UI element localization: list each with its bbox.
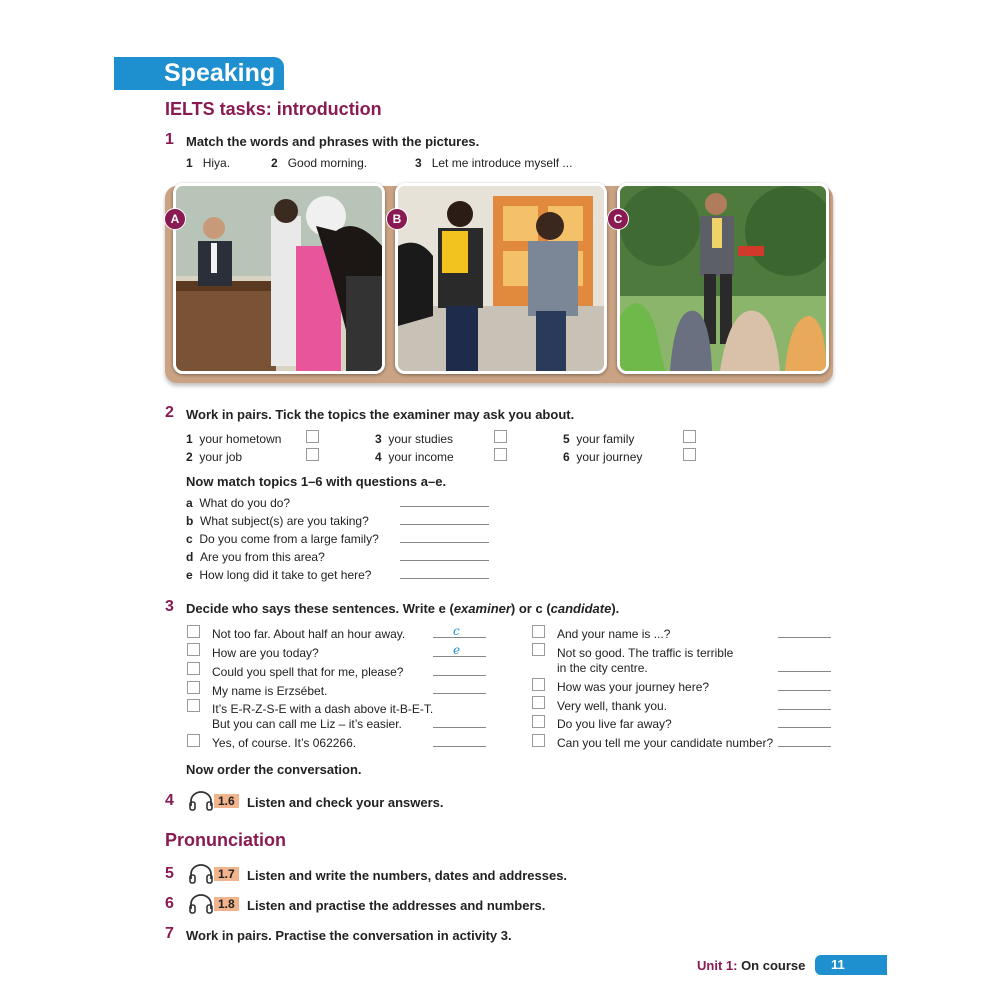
sentence-checkbox[interactable] <box>187 734 200 747</box>
sentence-checkbox[interactable] <box>187 625 200 638</box>
picture-label-c: C <box>607 208 629 230</box>
phrase-text: Good morning. <box>287 156 368 170</box>
answer-line[interactable] <box>778 690 831 691</box>
answer-line[interactable] <box>433 727 486 728</box>
picture-label-a: A <box>164 208 186 230</box>
topic-number: 4 <box>375 450 382 464</box>
match-instruction: Now match topics 1–6 with questions a–e. <box>186 474 447 489</box>
question-text: How long did it take to get here? <box>199 568 372 582</box>
activity-number: 2 <box>165 404 174 421</box>
answer-line[interactable] <box>400 578 489 579</box>
question-letter: b <box>186 514 194 528</box>
sentence-text: Do you live far away? <box>557 717 672 731</box>
sentence-text-line2: But you can call me Liz – it’s easier. <box>212 717 402 731</box>
handwritten-answer: c <box>453 624 460 638</box>
activity-instruction: Work in pairs. Tick the topics the examiner may ask you about. <box>186 407 575 422</box>
question-letter: d <box>186 550 194 564</box>
section-title: Speaking <box>114 57 284 90</box>
sentence-checkbox[interactable] <box>187 662 200 675</box>
activity-instruction: Listen and check your answers. <box>247 795 444 810</box>
topic-checkbox[interactable] <box>306 430 319 443</box>
answer-line[interactable] <box>433 693 486 694</box>
topic-text: your hometown <box>199 432 282 446</box>
question-text: Are you from this area? <box>200 550 325 564</box>
topic-checkbox[interactable] <box>494 430 507 443</box>
handwritten-answer: e <box>453 643 461 657</box>
picture-label-b: B <box>386 208 408 230</box>
activity-instruction: Listen and practise the addresses and numbers. <box>247 898 546 913</box>
sentence-checkbox[interactable] <box>187 699 200 712</box>
photo-a <box>173 183 385 374</box>
activity-number: 4 <box>165 792 174 809</box>
topic-text: your income <box>388 450 454 464</box>
sentence-checkbox[interactable] <box>532 734 545 747</box>
activity-number: 6 <box>165 895 174 912</box>
activity-instruction: Match the words and phrases with the pictures. <box>186 134 480 149</box>
sentence-text: Very well, thank you. <box>557 699 668 713</box>
unit-label: Unit 1: On course <box>697 958 806 973</box>
sentence-checkbox[interactable] <box>532 715 545 728</box>
sentence-checkbox[interactable] <box>187 643 200 656</box>
subtitle: IELTS tasks: introduction <box>165 99 382 119</box>
photo-c <box>617 183 829 374</box>
topic-number: 2 <box>186 450 193 464</box>
sentence-text: And your name is ...? <box>557 627 671 641</box>
question-text: What subject(s) are you taking? <box>200 514 369 528</box>
sentence-checkbox[interactable] <box>187 681 200 694</box>
sentence-checkbox[interactable] <box>532 625 545 638</box>
topic-checkbox[interactable] <box>683 448 696 461</box>
sentence-text: How are you today? <box>212 646 319 660</box>
activity-instruction: Decide who says these sentences. Write e (examiner) or c (candidate). <box>186 601 620 616</box>
sentence-text: How was your journey here? <box>557 680 710 694</box>
activity-instruction: Listen and write the numbers, dates and addresses. <box>247 868 568 883</box>
topic-checkbox[interactable] <box>494 448 507 461</box>
activity-number: 5 <box>165 865 174 882</box>
answer-line[interactable] <box>778 727 831 728</box>
activity-number: 1 <box>165 131 174 148</box>
topic-text: your family <box>576 432 635 446</box>
answer-line[interactable] <box>400 542 489 543</box>
answer-line[interactable] <box>433 746 486 747</box>
audio-track[interactable]: 1.6 <box>214 794 239 808</box>
topic-text: your studies <box>388 432 454 446</box>
topic-number: 5 <box>563 432 570 446</box>
headphones-icon[interactable] <box>188 894 214 919</box>
answer-line[interactable] <box>778 709 831 710</box>
topic-number: 1 <box>186 432 193 446</box>
activity-number: 7 <box>165 925 174 942</box>
sentence-text: Not so good. The traffic is terrible <box>557 646 734 660</box>
answer-line[interactable] <box>778 746 831 747</box>
sentence-text: Can you tell me your candidate number? <box>557 736 774 750</box>
phrase-text: Let me introduce myself ... <box>431 156 573 170</box>
topic-text: your job <box>199 450 243 464</box>
phrase-number: 1 <box>186 156 193 170</box>
activity-number: 3 <box>165 598 174 615</box>
phrase-text: Hiya. <box>202 156 231 170</box>
answer-line[interactable] <box>778 671 831 672</box>
topic-number: 3 <box>375 432 382 446</box>
sentence-text-line2: in the city centre. <box>557 661 648 675</box>
pronunciation-heading: Pronunciation <box>165 830 286 850</box>
topic-checkbox[interactable] <box>306 448 319 461</box>
question-letter: e <box>186 568 193 582</box>
question-text: What do you do? <box>199 496 291 510</box>
sentence-text: My name is Erzsébet. <box>212 684 328 698</box>
question-letter: a <box>186 496 193 510</box>
headphones-icon[interactable] <box>188 791 214 816</box>
sentence-text: It’s E-R-Z-S-E with a dash above it-B-E-T. <box>212 702 434 716</box>
topic-text: your journey <box>576 450 643 464</box>
phrase-number: 3 <box>415 156 422 170</box>
question-letter: c <box>186 532 193 546</box>
sentence-checkbox[interactable] <box>532 643 545 656</box>
phrase-number: 2 <box>271 156 278 170</box>
sentence-checkbox[interactable] <box>532 696 545 709</box>
sentence-checkbox[interactable] <box>532 678 545 691</box>
answer-line[interactable] <box>433 675 486 676</box>
answer-line[interactable] <box>400 560 489 561</box>
photo-b <box>395 183 607 374</box>
sentence-text: Yes, of course. It’s 062266. <box>212 736 357 750</box>
topic-checkbox[interactable] <box>683 430 696 443</box>
sentence-text: Could you spell that for me, please? <box>212 665 404 679</box>
sentence-text: Not too far. About half an hour away. <box>212 627 406 641</box>
audio-track[interactable]: 1.8 <box>214 897 239 911</box>
headphones-icon[interactable] <box>188 864 214 889</box>
question-text: Do you come from a large family? <box>199 532 379 546</box>
page-number: 11 <box>815 955 887 975</box>
topic-number: 6 <box>563 450 570 464</box>
answer-line[interactable] <box>400 524 489 525</box>
answer-line[interactable] <box>400 506 489 507</box>
answer-line[interactable] <box>778 637 831 638</box>
activity-instruction: Work in pairs. Practise the conversation in activity 3. <box>186 928 512 943</box>
audio-track[interactable]: 1.7 <box>214 867 239 881</box>
order-instruction: Now order the conversation. <box>186 762 362 777</box>
